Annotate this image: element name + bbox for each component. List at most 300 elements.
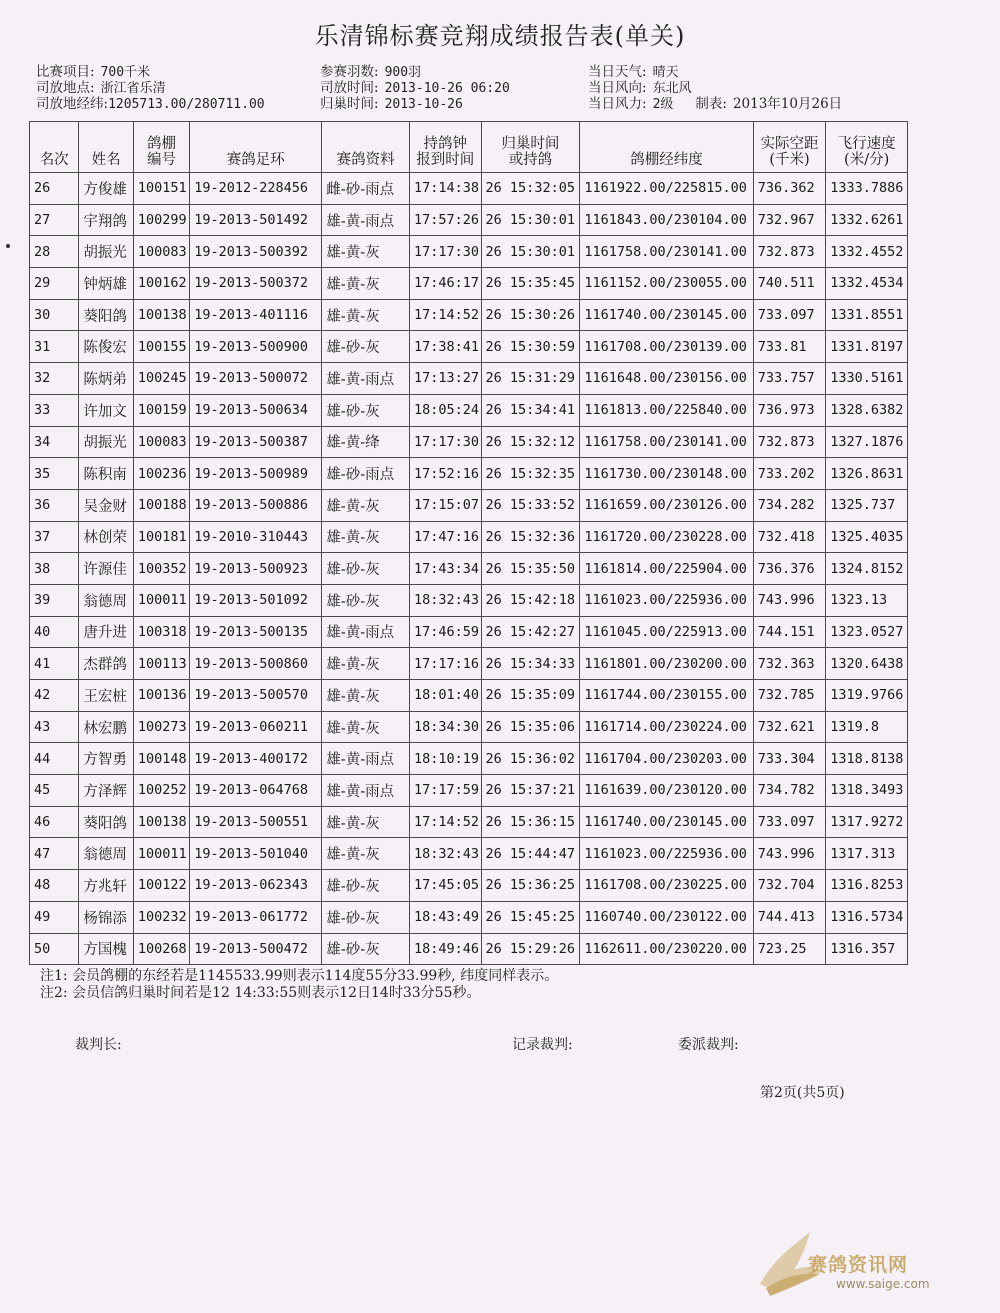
table-cell: 42 (30, 680, 79, 712)
table-cell: 陈炳弟 (79, 363, 133, 395)
table-cell: 736.376 (753, 553, 826, 585)
table-cell: 1161648.00/230156.00 (580, 363, 753, 395)
table-cell: 1317.9272 (826, 806, 908, 838)
table-cell: 736.973 (753, 394, 826, 426)
meta-row: 司放地点: 浙江省乐清 (36, 80, 166, 96)
table-cell: 744.413 (753, 901, 826, 933)
table-row (30, 870, 908, 902)
table-cell: 17:57:26 (409, 204, 481, 236)
table-cell: 雄-砂-灰 (322, 901, 410, 933)
table-cell: 26 15:32:36 (481, 521, 580, 553)
table-cell: 743.996 (753, 838, 826, 870)
table-cell: 1161813.00/225840.00 (580, 394, 753, 426)
table-cell: 26 15:32:05 (481, 173, 580, 205)
table-cell: 雄-黄-灰 (322, 268, 410, 300)
table-row (30, 299, 908, 331)
table-cell: 100159 (133, 394, 189, 426)
table-cell: 19-2010-310443 (190, 521, 322, 553)
table-cell: 雄-黄-灰 (322, 806, 410, 838)
table-cell: 45 (30, 775, 79, 807)
column-header: 归巢时间 或持鸽 (481, 122, 580, 173)
table-cell: 100352 (133, 553, 189, 585)
table-cell: 732.967 (753, 204, 826, 236)
table-cell: 1161720.00/230228.00 (580, 521, 753, 553)
table-cell: 1330.5161 (826, 363, 908, 395)
table-row (30, 648, 908, 680)
table-row (30, 394, 908, 426)
table-row (30, 363, 908, 395)
table-cell: 1161740.00/230145.00 (580, 806, 753, 838)
table-cell: 19-2013-500135 (190, 616, 322, 648)
table-cell: 1161152.00/230055.00 (580, 268, 753, 300)
table-cell: 17:17:30 (409, 426, 481, 458)
table-cell: 雄-砂-灰 (322, 933, 410, 965)
watermark-name: 赛鸽资讯网 (808, 1254, 909, 1276)
table-cell: 26 15:35:06 (481, 711, 580, 743)
table-cell: 17:14:52 (409, 806, 481, 838)
table-cell: 26 15:33:52 (481, 489, 580, 521)
table-cell: 26 (30, 173, 79, 205)
table-cell: 18:43:49 (409, 901, 481, 933)
table-cell: 26 15:36:02 (481, 743, 580, 775)
table-cell: 19-2013-400172 (190, 743, 322, 775)
table-cell: 46 (30, 806, 79, 838)
table-cell: 100162 (133, 268, 189, 300)
table-cell: 1331.8197 (826, 331, 908, 363)
table-cell: 雄-黄-灰 (322, 489, 410, 521)
table-cell: 1316.8253 (826, 870, 908, 902)
table-cell: 1161659.00/230126.00 (580, 489, 753, 521)
table-cell: 1323.0527 (826, 616, 908, 648)
table-cell: 41 (30, 648, 79, 680)
table-cell: 1161045.00/225913.00 (580, 616, 753, 648)
table-cell: 732.621 (753, 711, 826, 743)
table-cell: 宇翔鸽 (79, 204, 133, 236)
table-row (30, 616, 908, 648)
table-cell: 29 (30, 268, 79, 300)
table-cell: 100181 (133, 521, 189, 553)
table-row (30, 743, 908, 775)
table-cell: 1316.357 (826, 933, 908, 965)
table-cell: 744.151 (753, 616, 826, 648)
table-cell: 100268 (133, 933, 189, 965)
table-cell: 18:05:24 (409, 394, 481, 426)
table-cell: 40 (30, 616, 79, 648)
table-cell: 雄-砂-雨点 (322, 458, 410, 490)
table-cell: 26 15:42:18 (481, 584, 580, 616)
table-cell: 1327.1876 (826, 426, 908, 458)
table-cell: 17:13:27 (409, 363, 481, 395)
table-cell: 雄-黄-灰 (322, 299, 410, 331)
table-cell: 18:32:43 (409, 584, 481, 616)
table-cell: 26 15:45:25 (481, 901, 580, 933)
table-cell: 17:43:34 (409, 553, 481, 585)
table-cell: 100299 (133, 204, 189, 236)
table-cell: 1317.313 (826, 838, 908, 870)
table-cell: 733.304 (753, 743, 826, 775)
table-row (30, 521, 908, 553)
table-cell: 19-2013-500900 (190, 331, 322, 363)
table-cell: 雄-黄-绛 (322, 426, 410, 458)
table-cell: 736.362 (753, 173, 826, 205)
table-cell: 100232 (133, 901, 189, 933)
table-cell: 30 (30, 299, 79, 331)
table-cell: 林宏鹏 (79, 711, 133, 743)
table-cell: 1323.13 (826, 584, 908, 616)
column-header: 赛鸽资料 (322, 122, 410, 173)
table-cell: 1161740.00/230145.00 (580, 299, 753, 331)
table-cell: 1161708.00/230225.00 (580, 870, 753, 902)
table-cell: 雄-黄-雨点 (322, 743, 410, 775)
table-cell: 雄-黄-灰 (322, 648, 410, 680)
table-row (30, 458, 908, 490)
results-table (29, 121, 908, 965)
table-cell: 雌-砂-雨点 (322, 173, 410, 205)
table-cell: 38 (30, 553, 79, 585)
table-cell: 19-2013-501492 (190, 204, 322, 236)
table-cell: 雄-黄-灰 (322, 680, 410, 712)
table-cell: 26 15:34:41 (481, 394, 580, 426)
table-cell: 26 15:29:26 (481, 933, 580, 965)
table-cell: 36 (30, 489, 79, 521)
table-cell: 732.873 (753, 426, 826, 458)
table-cell: 19-2013-500387 (190, 426, 322, 458)
table-cell: 雄-黄-雨点 (322, 616, 410, 648)
table-cell: 39 (30, 584, 79, 616)
column-header: 飞行速度 (米/分) (826, 122, 908, 173)
meta-row: 司放地经纬:1205713.00/280711.00 (36, 96, 265, 112)
table-cell: 26 15:36:25 (481, 870, 580, 902)
table-cell: 100122 (133, 870, 189, 902)
table-cell: 1332.4534 (826, 268, 908, 300)
table-cell: 翁德周 (79, 584, 133, 616)
table-cell: 雄-黄-雨点 (322, 363, 410, 395)
table-cell: 34 (30, 426, 79, 458)
table-cell: 26 15:35:09 (481, 680, 580, 712)
column-header: 实际空距 (千米) (753, 122, 826, 173)
meta-row: 比赛项目: 700千米 (36, 64, 151, 80)
table-row (30, 173, 908, 205)
table-row (30, 680, 908, 712)
table-cell: 1318.3493 (826, 775, 908, 807)
table-cell: 1328.6382 (826, 394, 908, 426)
meta-block-race (36, 64, 265, 112)
table-cell: 雄-黄-灰 (322, 838, 410, 870)
table-cell: 19-2013-060211 (190, 711, 322, 743)
table-cell: 17:14:38 (409, 173, 481, 205)
table-cell: 100273 (133, 711, 189, 743)
table-cell: 723.25 (753, 933, 826, 965)
table-cell: 雄-黄-雨点 (322, 204, 410, 236)
table-cell: 26 15:30:01 (481, 204, 580, 236)
table-cell: 雄-砂-灰 (322, 584, 410, 616)
table-cell: 100083 (133, 426, 189, 458)
table-cell: 26 15:32:35 (481, 458, 580, 490)
made-label: 制表: (695, 96, 727, 112)
table-cell: 17:17:30 (409, 236, 481, 268)
table-cell: 1160740.00/230122.00 (580, 901, 753, 933)
table-cell: 1161814.00/225904.00 (580, 553, 753, 585)
table-cell: 1332.6261 (826, 204, 908, 236)
table-cell: 雄-砂-灰 (322, 870, 410, 902)
table-cell: 17:15:07 (409, 489, 481, 521)
table-cell: 26 15:36:15 (481, 806, 580, 838)
table-cell: 葵阳鸽 (79, 299, 133, 331)
report-title: 乐清锦标赛竞翔成绩报告表(单关) (314, 22, 686, 50)
table-cell: 100236 (133, 458, 189, 490)
table-cell: 100318 (133, 616, 189, 648)
table-cell: 1161730.00/230148.00 (580, 458, 753, 490)
column-header: 名次 (30, 122, 79, 173)
table-cell: 743.996 (753, 584, 826, 616)
table-cell: 唐升进 (79, 616, 133, 648)
table-cell: 王宏桩 (79, 680, 133, 712)
table-cell: 1161744.00/230155.00 (580, 680, 753, 712)
table-cell: 100252 (133, 775, 189, 807)
table-cell: 26 15:37:21 (481, 775, 580, 807)
table-cell: 26 15:42:27 (481, 616, 580, 648)
table-cell: 1161714.00/230224.00 (580, 711, 753, 743)
table-cell: 19-2013-500923 (190, 553, 322, 585)
table-cell: 17:17:59 (409, 775, 481, 807)
table-cell: 19-2012-228456 (190, 173, 322, 205)
table-cell: 方国槐 (79, 933, 133, 965)
table-cell: 1325.4035 (826, 521, 908, 553)
table-row (30, 268, 908, 300)
table-cell: 27 (30, 204, 79, 236)
table-cell: 100151 (133, 173, 189, 205)
table-cell: 100083 (133, 236, 189, 268)
table-cell: 方兆轩 (79, 870, 133, 902)
table-cell: 19-2013-500551 (190, 806, 322, 838)
table-cell: 43 (30, 711, 79, 743)
table-cell: 1320.6438 (826, 648, 908, 680)
column-header: 鸽棚经纬度 (580, 122, 753, 173)
table-cell: 1324.8152 (826, 553, 908, 585)
table-row (30, 584, 908, 616)
table-row (30, 553, 908, 585)
page-indicator: 第2页(共5页) (760, 1085, 845, 1101)
table-cell: 19-2013-500570 (190, 680, 322, 712)
table-cell: 17:46:17 (409, 268, 481, 300)
table-cell: 740.511 (753, 268, 826, 300)
table-cell: 733.202 (753, 458, 826, 490)
table-cell: 734.282 (753, 489, 826, 521)
table-cell: 1162611.00/230220.00 (580, 933, 753, 965)
table-cell: 1319.9766 (826, 680, 908, 712)
table-row (30, 806, 908, 838)
table-cell: 26 15:34:33 (481, 648, 580, 680)
table-cell: 18:49:46 (409, 933, 481, 965)
table-cell: 18:10:19 (409, 743, 481, 775)
table-cell: 18:01:40 (409, 680, 481, 712)
table-row (30, 426, 908, 458)
table-cell: 32 (30, 363, 79, 395)
watermark-url: www.saige.com (836, 1277, 930, 1291)
table-cell: 33 (30, 394, 79, 426)
table-row (30, 204, 908, 236)
table-cell: 26 15:30:26 (481, 299, 580, 331)
table-cell: 1161758.00/230141.00 (580, 236, 753, 268)
table-cell: 1325.737 (826, 489, 908, 521)
table-cell: 26 15:30:01 (481, 236, 580, 268)
table-cell: 733.757 (753, 363, 826, 395)
table-row (30, 933, 908, 965)
table-cell: 733.81 (753, 331, 826, 363)
table-cell: 732.873 (753, 236, 826, 268)
table-row (30, 901, 908, 933)
table-cell: 1333.7886 (826, 173, 908, 205)
table-cell: 26 15:35:45 (481, 268, 580, 300)
meta-block-entries (320, 64, 510, 112)
table-cell: 17:45:05 (409, 870, 481, 902)
table-cell: 19-2013-500392 (190, 236, 322, 268)
table-cell: 47 (30, 838, 79, 870)
table-cell: 1161639.00/230120.00 (580, 775, 753, 807)
table-cell: 1326.8631 (826, 458, 908, 490)
table-cell: 1161843.00/230104.00 (580, 204, 753, 236)
table-cell: 18:34:30 (409, 711, 481, 743)
table-cell: 雄-砂-灰 (322, 331, 410, 363)
table-cell: 100011 (133, 838, 189, 870)
column-header: 持鸽钟 报到时间 (409, 122, 481, 173)
table-cell: 1331.8551 (826, 299, 908, 331)
table-cell: 1161708.00/230139.00 (580, 331, 753, 363)
table-cell: 732.418 (753, 521, 826, 553)
table-cell: 19-2013-500372 (190, 268, 322, 300)
meta-row: 归巢时间: 2013-10-26 (320, 96, 463, 112)
table-cell: 1319.8 (826, 711, 908, 743)
table-cell: 19-2013-500860 (190, 648, 322, 680)
table-cell: 雄-砂-灰 (322, 394, 410, 426)
signature-recorder: 记录裁判: (512, 1037, 573, 1053)
column-header: 赛鸽足环 (190, 122, 322, 173)
table-cell: 734.782 (753, 775, 826, 807)
table-cell: 733.097 (753, 299, 826, 331)
table-cell: 100188 (133, 489, 189, 521)
table-cell: 732.363 (753, 648, 826, 680)
table-cell: 雄-黄-灰 (322, 236, 410, 268)
meta-row: 当日风力: 2级 制表: 2013年10月26日 (588, 96, 843, 112)
table-cell: 方智勇 (79, 743, 133, 775)
table-cell: 许源佳 (79, 553, 133, 585)
table-cell: 19-2013-061772 (190, 901, 322, 933)
table-cell: 胡振光 (79, 236, 133, 268)
table-cell: 17:46:59 (409, 616, 481, 648)
table-cell: 19-2013-500634 (190, 394, 322, 426)
meta-row: 参赛羽数: 900羽 (320, 64, 422, 80)
table-cell: 17:38:41 (409, 331, 481, 363)
table-cell: 杨锦添 (79, 901, 133, 933)
table-cell: 19-2013-062343 (190, 870, 322, 902)
table-cell: 26 15:31:29 (481, 363, 580, 395)
table-cell: 1332.4552 (826, 236, 908, 268)
table-cell: 19-2013-064768 (190, 775, 322, 807)
table-row (30, 838, 908, 870)
table-cell: 雄-黄-灰 (322, 711, 410, 743)
table-cell: 林创荣 (79, 521, 133, 553)
table-cell: 732.704 (753, 870, 826, 902)
table-cell: 26 15:35:50 (481, 553, 580, 585)
table-cell: 31 (30, 331, 79, 363)
table-cell: 雄-黄-雨点 (322, 775, 410, 807)
table-cell: 100011 (133, 584, 189, 616)
note-1: 注1: 会员鸽棚的东经若是1145533.99则表示114度55分33.99秒, 纬度同样表示。 (40, 968, 559, 984)
table-body (30, 173, 908, 965)
table-cell: 17:14:52 (409, 299, 481, 331)
table-cell: 杰群鸽 (79, 648, 133, 680)
table-cell: 翁德周 (79, 838, 133, 870)
notes (40, 968, 558, 1002)
table-cell: 雄-砂-灰 (322, 553, 410, 585)
table-cell: 100155 (133, 331, 189, 363)
table-cell: 1318.8138 (826, 743, 908, 775)
table-cell: 35 (30, 458, 79, 490)
table-cell: 1161922.00/225815.00 (580, 173, 753, 205)
table-cell: 19-2013-500989 (190, 458, 322, 490)
table-cell: 吴金财 (79, 489, 133, 521)
table-cell: 26 15:32:12 (481, 426, 580, 458)
meta-row: 当日天气: 晴天 (588, 64, 679, 80)
table-cell: 17:17:16 (409, 648, 481, 680)
table-cell: 陈积南 (79, 458, 133, 490)
table-cell: 19-2013-500472 (190, 933, 322, 965)
table-cell: 钟炳雄 (79, 268, 133, 300)
table-cell: 100245 (133, 363, 189, 395)
table-cell: 100136 (133, 680, 189, 712)
table-cell: 17:52:16 (409, 458, 481, 490)
table-cell: 19-2013-401116 (190, 299, 322, 331)
table-cell: 19-2013-500886 (190, 489, 322, 521)
table-cell: 19-2013-501092 (190, 584, 322, 616)
table-cell: 1161704.00/230203.00 (580, 743, 753, 775)
table-cell: 733.097 (753, 806, 826, 838)
table-cell: 许加文 (79, 394, 133, 426)
made-date: 2013年10月26日 (732, 96, 843, 112)
table-cell: 49 (30, 901, 79, 933)
table-cell: 26 15:44:47 (481, 838, 580, 870)
table-cell: 方俊雄 (79, 173, 133, 205)
table-cell: 26 15:30:59 (481, 331, 580, 363)
table-cell: 100138 (133, 806, 189, 838)
table-cell: 17:47:16 (409, 521, 481, 553)
table-cell: 1161758.00/230141.00 (580, 426, 753, 458)
scan-speck (6, 244, 10, 248)
table-cell: 48 (30, 870, 79, 902)
column-header: 姓名 (79, 122, 133, 173)
table-header-row (30, 122, 908, 173)
table-cell: 葵阳鸽 (79, 806, 133, 838)
table-row (30, 236, 908, 268)
table-row (30, 331, 908, 363)
meta-row: 当日风向: 东北风 (588, 80, 692, 96)
signature-delegate: 委派裁判: (678, 1037, 739, 1053)
table-cell: 50 (30, 933, 79, 965)
table-cell: 100113 (133, 648, 189, 680)
table-cell: 陈俊宏 (79, 331, 133, 363)
table-row (30, 775, 908, 807)
table-cell: 732.785 (753, 680, 826, 712)
table-cell: 44 (30, 743, 79, 775)
meta-row: 司放时间: 2013-10-26 06:20 (320, 80, 510, 96)
table-cell: 19-2013-501040 (190, 838, 322, 870)
table-cell: 28 (30, 236, 79, 268)
table-row (30, 489, 908, 521)
table-cell: 100138 (133, 299, 189, 331)
table-cell: 1316.5734 (826, 901, 908, 933)
table-cell: 19-2013-500072 (190, 363, 322, 395)
table-cell: 1161023.00/225936.00 (580, 584, 753, 616)
